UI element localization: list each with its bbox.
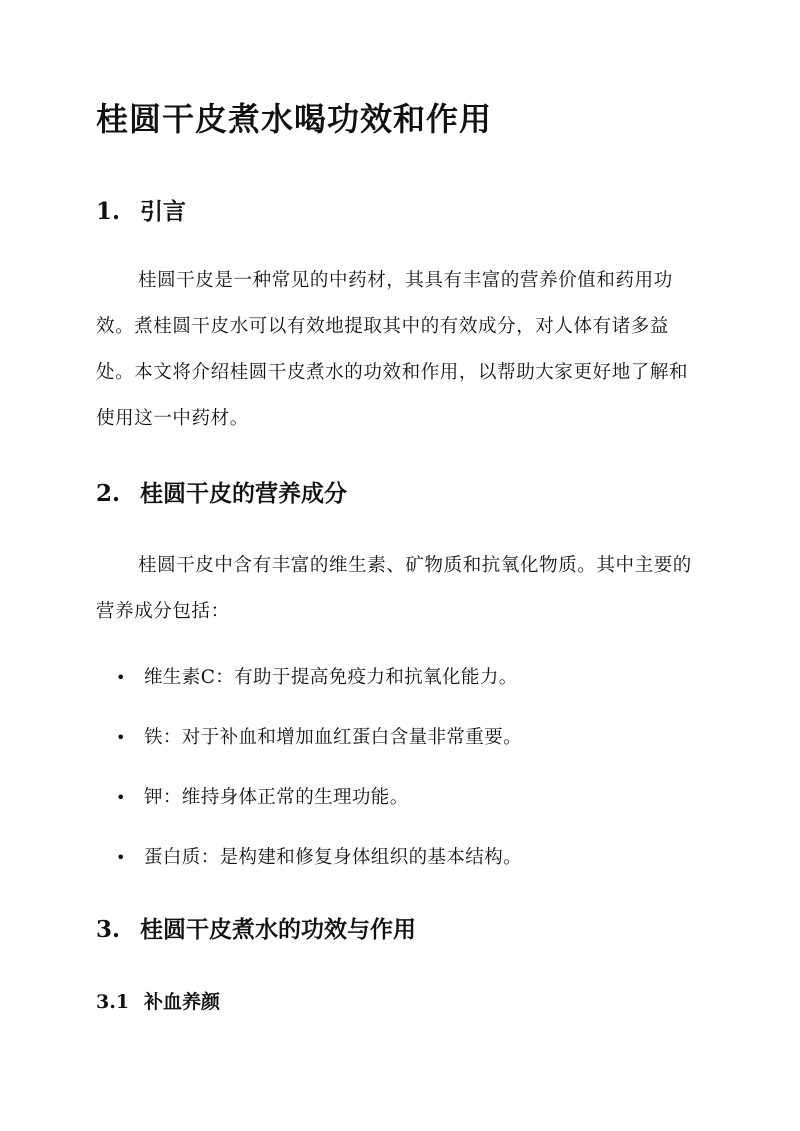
bullet-icon: • xyxy=(116,668,126,687)
nutrient-list xyxy=(116,664,522,904)
subsection-3-1-title: 补血养颜 xyxy=(144,991,221,1013)
section-3-title: 桂圆干皮煮水的功效与作用 xyxy=(140,916,416,943)
list-item xyxy=(116,784,522,844)
list-item xyxy=(116,724,522,784)
list-item xyxy=(116,844,522,904)
section-2-heading xyxy=(96,478,347,510)
list-item-text: 维生素C：有助于提高免疫力和抗氧化能力。 xyxy=(144,667,518,688)
section-1-number: 1. xyxy=(96,198,121,225)
bullet-icon: • xyxy=(116,848,126,867)
section-2-title: 桂圆干皮的营养成分 xyxy=(140,480,347,507)
section-2-paragraph: 桂圆干皮中含有丰富的维生素、矿物质和抗氧化物质。其中主要的营养成分包括： xyxy=(96,555,692,622)
list-item-text: 蛋白质：是构建和修复身体组织的基本结构。 xyxy=(144,847,523,868)
section-1-paragraph: 桂圆干皮是一种常见的中药材，其具有丰富的营养价值和药用功效。煮桂圆干皮水可以有效地提取其中的有效成分，对人体有诸多益处。本文将介绍桂圆干皮煮水的功效和作用，以帮助大家更好地了解和使用这一中药材。 xyxy=(96,270,689,429)
list-item-text: 钾：维持身体正常的生理功能。 xyxy=(144,787,409,808)
subsection-3-1-number: 3.1 xyxy=(96,991,130,1013)
list-item-text: 铁：对于补血和增加血红蛋白含量非常重要。 xyxy=(144,727,523,748)
section-3-number: 3. xyxy=(96,916,121,943)
bullet-icon: • xyxy=(116,728,126,747)
section-3-heading xyxy=(96,914,416,946)
section-1-heading xyxy=(96,196,186,228)
section-2-number: 2. xyxy=(96,480,121,507)
section-1-title: 引言 xyxy=(140,198,186,225)
list-item xyxy=(116,664,522,724)
subsection-3-1-heading xyxy=(96,988,220,1016)
bullet-icon: • xyxy=(116,788,126,807)
document-title: 桂圆干皮煮水喝功效和作用 xyxy=(96,100,493,138)
